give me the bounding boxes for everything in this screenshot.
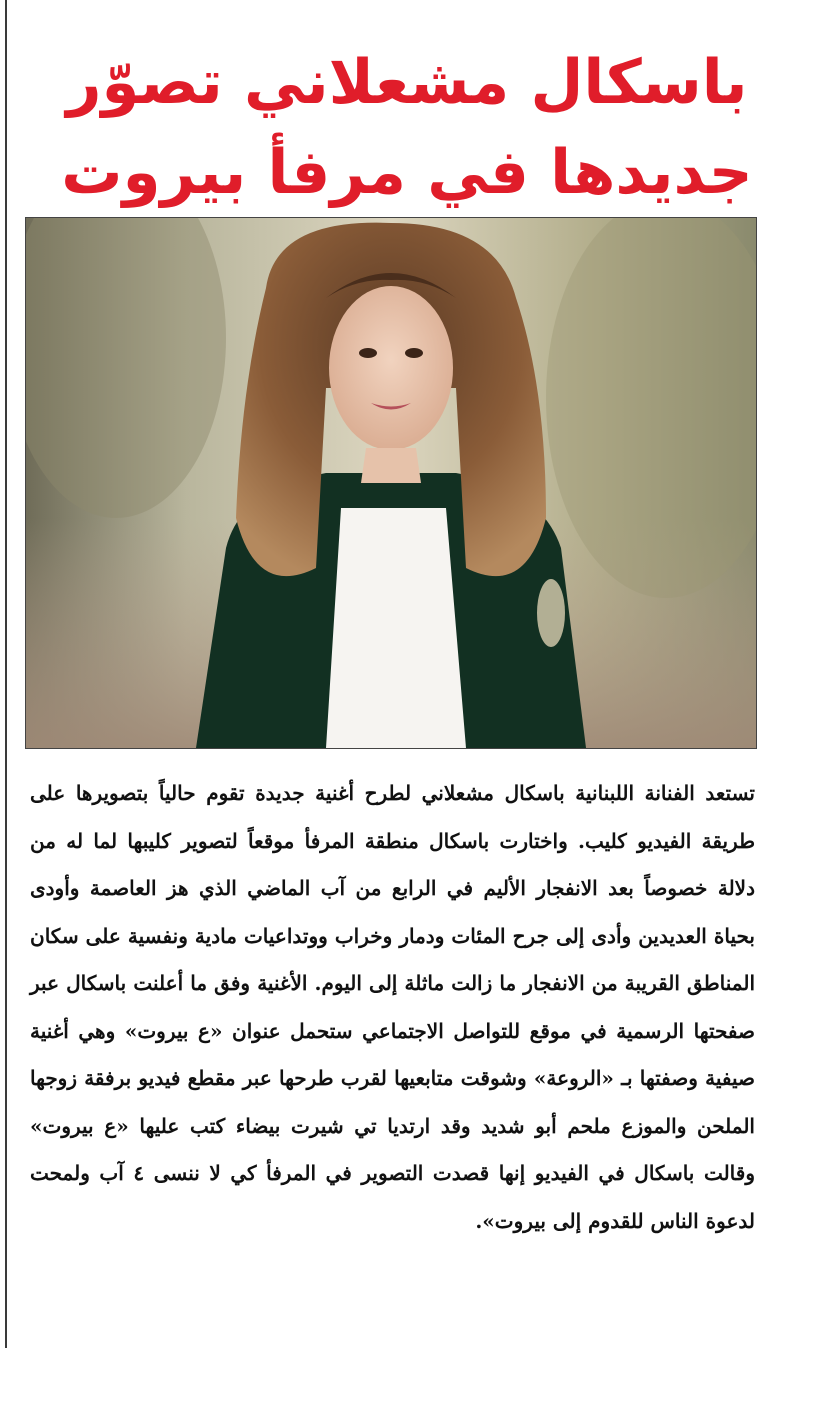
headline-line-1: باسكال مشعلاني تصوّر [66, 47, 748, 118]
headline [22, 38, 792, 218]
article-photo [25, 217, 757, 749]
headline-line-2: جديدها في مرفأ بيروت [61, 137, 753, 208]
article-body: تستعد الفنانة اللبنانية باسكال مشعلاني لطرح أغنية جديدة تقوم حالياً بتصويرها على طريقة الفيديو كليب. واختارت باسكال منطقة المرفأ موقعاً لتصوير كليبها لما له من دلالة خصوصاً بعد الانفجار الأليم في الرابع من آب الماضي الذي هز العاصمة وأودى بحياة العديدين وأدى إلى جرح المئات ودمار وخراب ووتداعيات مادية ونفسية على سكان المناطق القريبة من الانفجار ما زالت ماثلة إلى اليوم. الأغنية وفق ما أعلنت باسكال عبر صفحتها الرسمية في موقع للتواصل الاجتماعي ستحمل عنوان «ع بيروت» وهي أغنية صيفية وصفتها بـ «الروعة» وشوقت متابعيها لقرب طرحها عبر مقطع فيديو برفقة زوجها الملحن والموزع ملحم أبو شديد وقد ارتديا تي شيرت بيضاء كتب عليها «ع بيروت» وقالت باسكال في الفيديو إنها قصدت التصوير في المرفأ كي لا ننسى ٤ آب ولمحت لدعوة الناس للقدوم إلى بيروت». [30, 781, 755, 1233]
page-column-rule [5, 0, 7, 1348]
